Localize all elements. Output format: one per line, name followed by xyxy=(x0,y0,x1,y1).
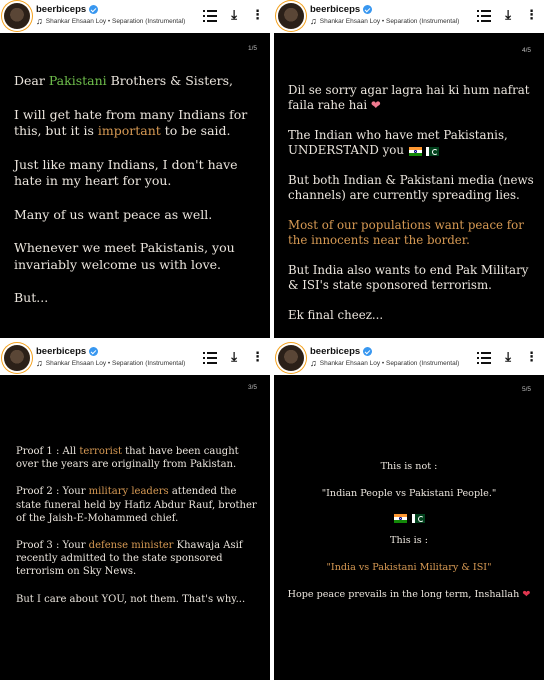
text: Proof 2 : Your xyxy=(16,486,89,498)
music-note-icon: ♫ xyxy=(36,358,43,368)
verified-badge-icon xyxy=(89,347,98,356)
download-icon[interactable]: ⤓ xyxy=(505,350,511,365)
paragraph xyxy=(16,539,262,579)
text: Khawaja Asif recently admitted to the state sponsored terrorism on Sky News. xyxy=(16,540,243,578)
pakistan-flag-icon xyxy=(426,147,439,156)
text: that have been caught over the years are originally from Pakistan. xyxy=(16,446,239,471)
heart-icon: ❤ xyxy=(522,589,531,600)
highlight: defense minister xyxy=(88,540,174,552)
username-text[interactable]: beerbiceps xyxy=(36,346,87,357)
page-indicator: 5/5 xyxy=(521,386,531,393)
paragraph: Many of us want peace as well. xyxy=(14,206,213,222)
page-indicator: 1/5 xyxy=(247,45,257,52)
song-title[interactable]: Shankar Ehsaan Loy • Separation (Instrumental) xyxy=(319,360,460,367)
highlight: terrorist xyxy=(79,446,122,457)
text: Hope peace prevails in the long term, Inshallah xyxy=(287,589,520,600)
verified-badge-icon xyxy=(89,5,98,14)
song-info[interactable] xyxy=(310,359,459,368)
avatar[interactable] xyxy=(278,3,304,29)
slide-body xyxy=(288,83,536,323)
download-icon[interactable]: ⤓ xyxy=(505,8,511,23)
username[interactable] xyxy=(36,4,98,15)
song-title[interactable]: Shankar Ehsaan Loy • Separation (Instrumental) xyxy=(319,18,460,25)
more-vertical-icon[interactable]: ⋮ xyxy=(525,8,538,23)
text: I will get hate from many Indians for this, but it is xyxy=(14,106,248,138)
text: The Indian who have met Pakistanis, UNDERSTAND you xyxy=(288,128,508,157)
text: Dil se sorry agar lagra hai ki hum nafrat faila rahe hai xyxy=(288,83,530,112)
music-note-icon: ♫ xyxy=(36,16,43,26)
header-actions xyxy=(477,351,538,364)
paragraph: But... xyxy=(14,290,49,305)
paragraph xyxy=(288,83,536,113)
text: Proof 1 : All xyxy=(16,446,80,457)
avatar[interactable] xyxy=(278,345,304,371)
flags-line xyxy=(280,512,538,525)
verified-badge-icon xyxy=(363,347,372,356)
more-vertical-icon[interactable]: ⋮ xyxy=(525,350,538,365)
song-title[interactable]: Shankar Ehsaan Loy • Separation (Instrumental) xyxy=(45,360,186,367)
paragraph: But India also wants to end Pak Military & ISI's state sponsored terrorism. xyxy=(288,263,529,292)
username[interactable] xyxy=(310,346,372,357)
india-flag-icon xyxy=(409,147,422,156)
more-vertical-icon[interactable]: ⋮ xyxy=(251,350,264,365)
header-actions xyxy=(203,9,264,22)
queue-music-icon[interactable] xyxy=(203,10,217,22)
greeting xyxy=(14,73,260,90)
paragraph: Whenever we meet Pakistanis, you invariably welcome us with love. xyxy=(14,240,235,272)
greeting-pre: Dear xyxy=(14,73,49,88)
username-text[interactable]: beerbiceps xyxy=(310,346,361,357)
slide-body xyxy=(16,445,262,606)
paragraph xyxy=(16,445,262,471)
paragraph: Just like many Indians, I don't have hate in my heart for you. xyxy=(14,156,238,188)
avatar[interactable] xyxy=(4,3,30,29)
text: attended the state funeral held by Hafiz Abdur Rauf, brother of the Jaish-E-Mohammed chief. xyxy=(16,486,257,524)
page-indicator: 3/5 xyxy=(247,384,257,391)
story-header xyxy=(0,0,270,33)
story-slide-3 xyxy=(0,342,270,680)
download-icon[interactable]: ⤓ xyxy=(231,350,237,365)
heart-icon: ❤ xyxy=(370,98,381,112)
greeting-highlight: Pakistani xyxy=(48,73,107,88)
paragraph xyxy=(288,128,536,158)
download-icon[interactable]: ⤓ xyxy=(231,8,237,23)
paragraph-highlight: Most of our populations want peace for the innocents near the border. xyxy=(288,218,524,247)
song-title[interactable]: Shankar Ehsaan Loy • Separation (Instrumental) xyxy=(45,18,186,25)
story-slide-1 xyxy=(0,0,270,338)
header-actions xyxy=(203,351,264,364)
paragraph: Ek final cheez... xyxy=(288,308,384,322)
more-vertical-icon[interactable]: ⋮ xyxy=(251,8,264,23)
story-slide-5 xyxy=(274,342,544,680)
line-highlight: "India vs Pakistani Military & ISI" xyxy=(326,562,492,573)
line: This is : xyxy=(390,535,428,546)
username-text[interactable]: beerbiceps xyxy=(36,4,87,15)
page-indicator: 4/5 xyxy=(521,47,531,54)
username-text[interactable]: beerbiceps xyxy=(310,4,361,15)
line: This is not : xyxy=(380,461,438,472)
paragraph xyxy=(16,485,262,525)
username[interactable] xyxy=(36,346,98,357)
song-info[interactable] xyxy=(310,17,459,26)
story-header xyxy=(274,342,544,375)
text: Proof 3 : Your xyxy=(16,540,89,552)
pakistan-flag-icon xyxy=(412,514,425,523)
song-info[interactable] xyxy=(36,17,185,26)
avatar[interactable] xyxy=(4,345,30,371)
line xyxy=(280,588,538,601)
text: to be said. xyxy=(160,123,231,138)
paragraph: But I care about YOU, not them. That's why... xyxy=(16,593,246,605)
queue-music-icon[interactable] xyxy=(203,352,217,364)
story-header xyxy=(0,342,270,375)
paragraph xyxy=(14,107,260,140)
queue-music-icon[interactable] xyxy=(477,10,491,22)
highlight: military leaders xyxy=(88,486,169,498)
india-flag-icon xyxy=(394,514,407,523)
story-header xyxy=(274,0,544,33)
line: "Indian People vs Pakistani People." xyxy=(321,488,497,499)
music-note-icon: ♫ xyxy=(310,16,317,26)
username[interactable] xyxy=(310,4,372,15)
slide-body xyxy=(14,73,260,307)
verified-badge-icon xyxy=(363,5,372,14)
header-actions xyxy=(477,9,538,22)
slide-body xyxy=(280,460,538,601)
greeting-post: Brothers & Sisters, xyxy=(106,73,233,88)
queue-music-icon[interactable] xyxy=(477,352,491,364)
song-info[interactable] xyxy=(36,359,185,368)
paragraph: But both Indian & Pakistani media (news channels) are currently spreading lies. xyxy=(288,173,534,202)
music-note-icon: ♫ xyxy=(310,358,317,368)
story-slide-4 xyxy=(274,0,544,338)
highlight: important xyxy=(97,123,161,138)
